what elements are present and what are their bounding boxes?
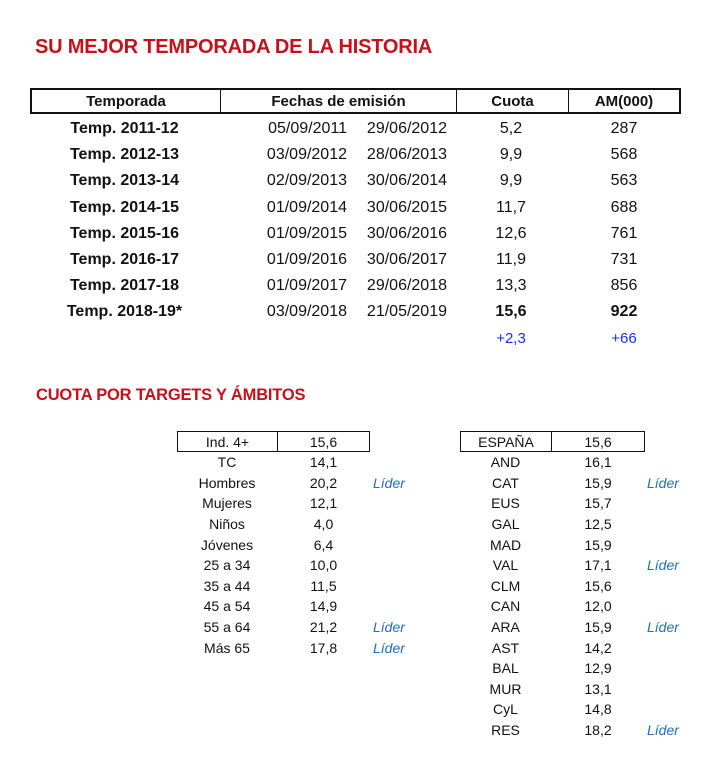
table-row [30, 273, 681, 299]
region-row: GAL 12,5 [491, 516, 612, 533]
am-value: 922 [610, 303, 638, 321]
share-value: 11,9 [496, 251, 526, 269]
start-date: 03/09/2018 [266, 303, 347, 321]
start-date: 01/09/2016 [266, 251, 347, 269]
header-season: Temporada [32, 90, 221, 112]
region-row: EUS 15,7 [491, 495, 612, 512]
table-row [30, 168, 681, 194]
regions-table-body [460, 452, 679, 740]
leader-badge: Líder [647, 722, 679, 739]
section-title: CUOTA POR TARGETS Y ÁMBITOS [36, 386, 306, 404]
target-row: Hombres 20,2 Líder [198, 474, 405, 491]
leader-badge: Líder [373, 639, 405, 656]
leader-badge: Líder [647, 619, 679, 636]
leader-badge: Líder [373, 474, 405, 491]
end-date: 30/06/2017 [366, 251, 447, 269]
start-date: 02/09/2013 [266, 172, 347, 190]
table-row-current [30, 299, 681, 325]
regions-table-header [460, 431, 645, 452]
season-label: Temp. 2013-14 [69, 172, 180, 190]
share-value: 11,7 [496, 198, 526, 216]
region-header-label: ESPAÑA [461, 432, 552, 451]
end-date: 29/06/2018 [366, 277, 447, 295]
share-value: 5,2 [499, 120, 523, 138]
region-row: VAL 17,1 Líder [492, 557, 679, 574]
share-value: 9,9 [499, 172, 523, 190]
target-row: 55 a 64 21,2 Líder [203, 619, 405, 636]
leader-badge: Líder [647, 557, 679, 574]
target-row: Mujeres 12,1 [202, 495, 338, 512]
region-row: MAD 15,9 [489, 536, 612, 553]
header-am: AM(000) [594, 92, 654, 110]
season-label: Temp. 2016-17 [69, 251, 180, 269]
header-share: Cuota [457, 90, 569, 112]
start-date: 01/09/2015 [266, 224, 347, 242]
delta-am: +66 [611, 330, 637, 348]
delta-share: +2,3 [496, 330, 526, 348]
end-date: 21/05/2019 [366, 303, 447, 321]
region-row: ARA 15,9 Líder [491, 619, 679, 636]
region-row: AST 14,2 [491, 639, 612, 656]
target-row: Más 65 17,8 Líder [204, 639, 405, 656]
am-value: 856 [610, 277, 638, 295]
seasons-table-body [30, 116, 681, 352]
table-row [30, 195, 681, 221]
region-row: CAN 12,0 [490, 598, 612, 615]
season-label: Temp. 2014-15 [69, 198, 180, 216]
target-row: 45 a 54 14,9 [203, 598, 338, 615]
start-date: 01/09/2017 [266, 277, 347, 295]
season-label: Temp. 2015-16 [69, 224, 180, 242]
targets-table-header [177, 431, 370, 452]
region-row: CAT 15,9 Líder [492, 474, 679, 491]
region-row: CyL 14,8 [493, 701, 612, 718]
end-date: 30/06/2015 [366, 198, 447, 216]
region-row: BAL 12,9 [492, 660, 612, 677]
season-label: Temp. 2018-19* [66, 303, 183, 321]
end-date: 29/06/2012 [366, 120, 447, 138]
am-value: 731 [610, 251, 638, 269]
target-row: Jóvenes 6,4 [200, 536, 334, 553]
am-value: 287 [610, 120, 638, 138]
season-label: Temp. 2011-12 [70, 120, 179, 138]
start-date: 01/09/2014 [266, 198, 347, 216]
end-date: 30/06/2014 [366, 172, 447, 190]
table-row [30, 247, 681, 273]
am-value: 761 [610, 224, 638, 242]
start-date: 05/09/2011 [268, 120, 347, 138]
end-date: 30/06/2016 [366, 224, 447, 242]
end-date: 28/06/2013 [366, 146, 447, 164]
season-label: Temp. 2012-13 [69, 146, 180, 164]
am-value: 688 [610, 198, 638, 216]
share-value: 9,9 [499, 146, 523, 164]
target-row: 35 a 44 11,5 [203, 577, 337, 594]
leader-badge: Líder [647, 474, 679, 491]
page-title: SU MEJOR TEMPORADA DE LA HISTORIA [35, 36, 433, 58]
season-label: Temp. 2017-18 [69, 277, 180, 295]
delta-row [30, 326, 681, 352]
table-row [30, 221, 681, 247]
region-row: RES 18,2 Líder [491, 722, 679, 739]
am-value: 568 [610, 146, 638, 164]
table-row [30, 142, 681, 168]
targets-table-body [177, 452, 405, 658]
target-row: TC 14,1 [217, 454, 338, 471]
target-row: Niños 4,0 [209, 516, 334, 533]
share-value: 13,3 [495, 277, 527, 295]
share-value: 12,6 [495, 224, 527, 242]
am-value: 563 [610, 172, 638, 190]
region-row: CLM 15,6 [490, 577, 612, 594]
target-header-value: 15,6 [309, 433, 338, 450]
header-dates: Fechas de emisión [221, 90, 457, 112]
leader-badge: Líder [373, 619, 405, 636]
region-row: MUR 13,1 [489, 680, 612, 697]
region-header-value: 15,6 [584, 433, 612, 450]
target-row: 25 a 34 10,0 [203, 557, 338, 574]
share-value: 15,6 [495, 303, 527, 321]
table-row [30, 116, 681, 142]
start-date: 03/09/2012 [266, 146, 347, 164]
seasons-table-header [30, 88, 681, 114]
region-row: AND 16,1 [490, 454, 612, 471]
target-header-label: Ind. 4+ [178, 432, 278, 451]
